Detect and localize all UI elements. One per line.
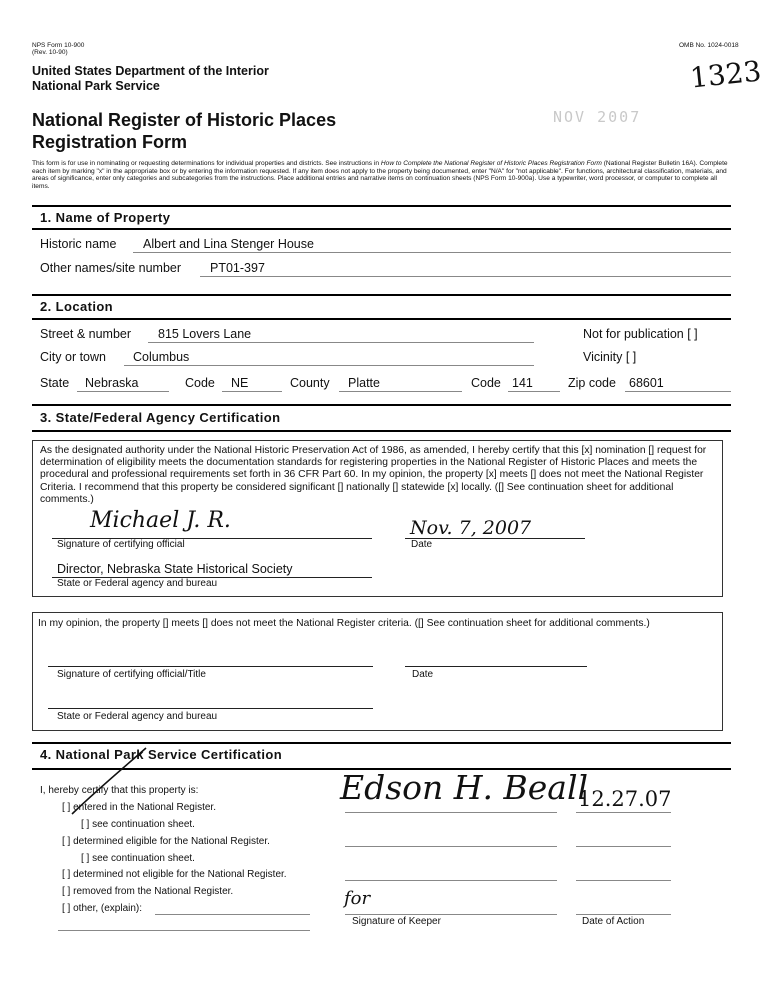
action-date-handwritten: 12.27.07 [578,787,672,811]
keeper-initials: for [344,888,371,909]
historic-name-field[interactable] [133,237,731,253]
not-for-publication[interactable]: Not for publication [ ] [583,327,698,341]
option-entered[interactable]: [ ] entered in the National Register. [62,802,216,813]
other-names-label: Other names/site number [40,261,182,275]
option-not-eligible[interactable]: [ ] determined not eligible for the National Register. [62,869,287,880]
date-label-2: Date [412,669,434,680]
option-removed[interactable]: [ ] removed from the National Register. [62,886,234,897]
department-name: United States Department of the Interior [32,64,269,78]
form-title: National Register of Historic Places [32,110,337,130]
agency-label: State or Federal agency and bureau [57,578,218,589]
state-label: State [40,376,70,390]
option-entered-continuation[interactable]: [ ] see continuation sheet. [81,819,195,830]
agency-label-2: State or Federal agency and bureau [57,711,218,722]
date-label: Date [411,539,433,550]
date-of-action-label: Date of Action [582,916,645,927]
received-stamp: NOV 2007 [553,108,642,126]
city-field[interactable] [124,350,534,366]
county-field[interactable] [339,376,462,392]
historic-name-label: Historic name [40,237,117,251]
section-3-heading: 3. State/Federal Agency Certification [40,410,281,425]
other-explain-line[interactable] [155,914,310,915]
handwritten-number: 1323 [688,54,763,95]
option-eligible[interactable]: [ ] determined eligible for the National Register. [62,836,270,847]
other-names-value: PT01-397 [210,261,265,275]
nps-certify-text: I, hereby certify that this property is: [40,785,199,796]
certification-text: As the designated authority under the National Historic Preservation Act of 1986, as amended, I hereby certify that this [x] nomination [] request for determination of eligibility meets the documentation standards for registering properties in the National Register of Historic Places and meets the procedural and professional requirements set forth in 36 CFR Part 60. In my opinion, the property [x] meets [] does not meet the National Register Criteria. I recommend that this property be considered significant [] nationally [] statewide [x] locally. ([] See continuation sheet for additional comments.) [40,445,707,505]
section-1-heading: 1. Name of Property [40,210,171,225]
form-instructions: This form is for use in nominating or requesting determinations for individual properties and districts. See instructions in How to Complete the National Register of Historic Places Registration Form (National Register Bulletin 16A). Complete each item by marking "x" in the appropriate box or by entering the information requested. If any item does not apply to the property being documented, enter "N/A" for "not applicable". For functions, architectural classification, materials, and areas of significance, enter only categories and subcategories from the instructions. Place additional entries and narrative items on continuation sheets (NPS Form 10-900a). Use a typewriter, word processor, or computer to complete all items. [32,160,728,190]
state-code-field[interactable] [222,376,282,392]
form-revision: (Rev. 10-90) [32,49,68,56]
other-names-field[interactable] [200,261,731,277]
city-value: Columbus [133,350,190,364]
street-label: Street & number [40,327,132,341]
keeper-signature: Edson H. Beall [340,768,589,807]
zip-label: Zip code [568,376,616,390]
certifying-official-signature: Michael J. R. [90,508,231,533]
option-other[interactable]: [ ] other, (explain): [62,903,143,914]
section-2-heading: 2. Location [40,299,114,314]
county-code-value: 141 [512,376,533,390]
county-value: Platte [348,376,380,390]
form-subtitle: Registration Form [32,132,188,152]
street-value: 815 Lovers Lane [158,327,252,341]
county-code-label: Code [471,376,501,390]
street-field[interactable] [148,327,534,343]
state-field[interactable] [77,376,169,392]
option-eligible-continuation[interactable]: [ ] see continuation sheet. [81,853,195,864]
historic-name-value: Albert and Lina Stenger House [143,237,314,251]
county-label: County [290,376,330,390]
form-number: NPS Form 10-900 [32,42,85,49]
signature-title-label: Signature of certifying official/Title [57,669,206,680]
section-4-heading: 4. National Park Service Certification [40,747,283,762]
state-code-value: NE [231,376,249,390]
state-value: Nebraska [85,376,139,390]
city-label: City or town [40,350,106,364]
signature-label: Signature of certifying official [57,539,185,550]
agency-value: Director, Nebraska State Historical Society [57,562,293,576]
omb-number: OMB No. 1024-0018 [679,42,739,49]
other-explain-line-2[interactable] [58,930,310,931]
certification-date-handwritten: Nov. 7, 2007 [410,517,532,539]
keeper-label: Signature of Keeper [352,916,441,927]
service-name: National Park Service [32,79,160,93]
zip-value: 68601 [629,376,664,390]
county-code-field[interactable] [508,376,560,392]
state-code-label: Code [185,376,215,390]
opinion-text: In my opinion, the property [] meets [] does not meet the National Register criteria. ([] See continuation sheet for additional comments.) [38,618,650,629]
vicinity-checkbox[interactable]: Vicinity [ ] [583,350,637,364]
zip-field[interactable] [625,376,731,392]
